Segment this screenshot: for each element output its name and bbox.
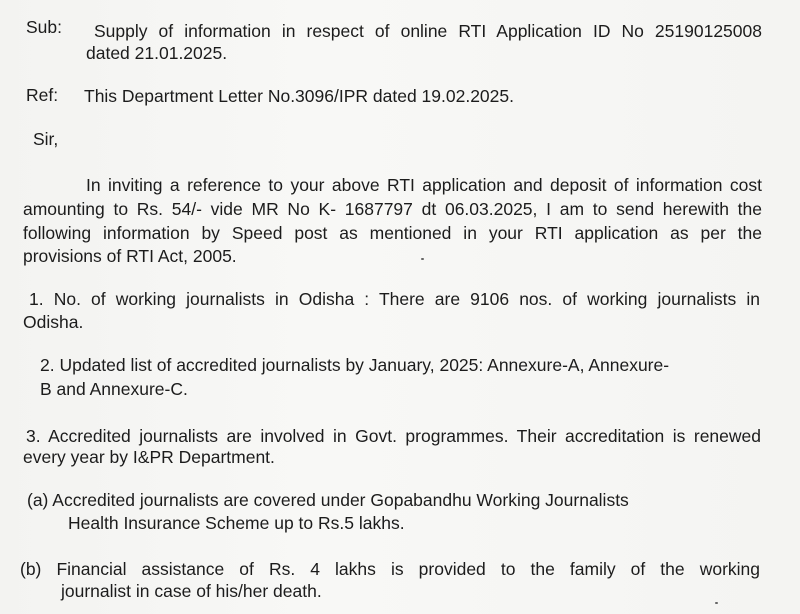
- subpoint-a-line-1: (a) Accredited journalists are covered under Gopabandhu Working Journalists: [27, 490, 629, 510]
- salutation: Sir,: [33, 129, 59, 149]
- subpoint-b-line-1: (b) Financial assistance of Rs. 4 lakhs is provided to the family of the working: [20, 559, 760, 579]
- subpoint-b-line-2: journalist in case of his/her death.: [61, 581, 322, 601]
- point-1-line-1: 1. No. of working journalists in Odisha : There are 9106 nos. of working journalists in: [29, 289, 760, 309]
- intro-line-4: provisions of RTI Act, 2005.: [23, 246, 237, 266]
- point-3-line-2: every year by I&PR Department.: [23, 447, 275, 467]
- point-1-line-2: Odisha.: [23, 312, 84, 332]
- subject-label: Sub:: [26, 17, 62, 37]
- intro-line-1: In inviting a reference to your above RTI application and deposit of information cost: [86, 175, 762, 195]
- reference-text: This Department Letter No.3096/IPR dated 19.02.2025.: [84, 86, 514, 106]
- point-2-line-1: 2. Updated list of accredited journalists by January, 2025: Annexure-A, Annexure-: [40, 355, 670, 375]
- scan-speck: [421, 258, 424, 260]
- point-2-line-2: B and Annexure-C.: [40, 379, 188, 399]
- point-3-line-1: 3. Accredited journalists are involved in Govt. programmes. Their accreditation is renewed: [26, 426, 761, 446]
- scan-speck: [715, 602, 718, 604]
- intro-line-3: following information by Speed post as mentioned in your RTI application as per the: [23, 223, 762, 243]
- subject-line-2: dated 21.01.2025.: [86, 43, 228, 63]
- subpoint-a-line-2: Health Insurance Scheme up to Rs.5 lakhs.: [68, 513, 405, 533]
- subject-line-1: Supply of information in respect of online RTI Application ID No 25190125008: [94, 21, 762, 41]
- reference-label: Ref:: [26, 85, 59, 105]
- intro-line-2: amounting to Rs. 54/- vide MR No K- 1687797 dt 06.03.2025, I am to send herewith the: [23, 199, 762, 219]
